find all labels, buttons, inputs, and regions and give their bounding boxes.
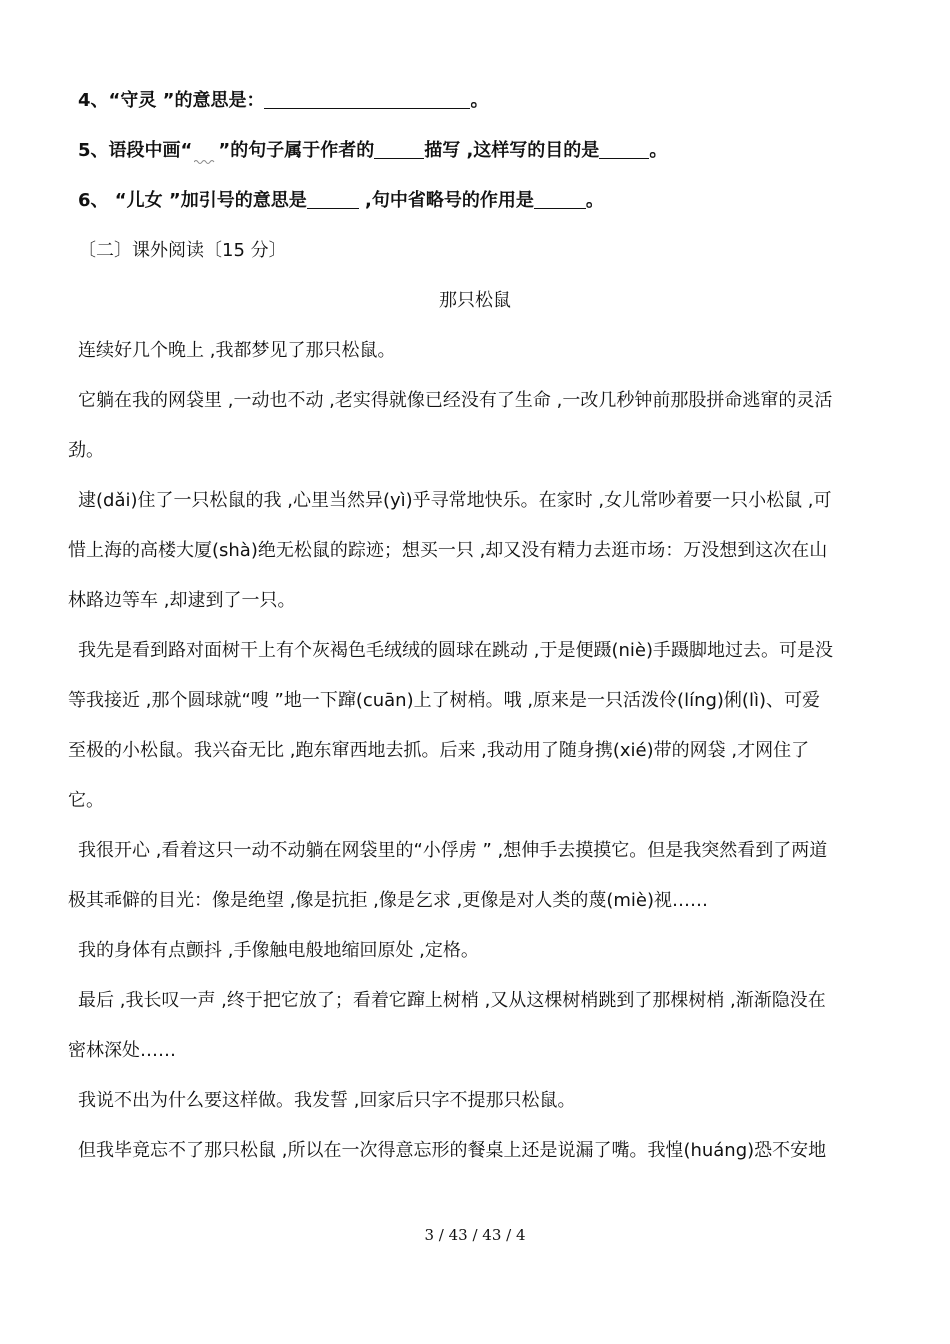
article-line: 最后 ,我长叹一声 ,终于把它放了；看着它蹿上树梢 ,又从这棵树梢跳到了那棵树梢 ,渐渐隐没在 [78,990,826,1011]
answer-blank[interactable] [599,138,649,159]
article-line: 我说不出为什么要这样做。我发誓 ,回家后只字不提那只松鼠。 [78,1090,576,1111]
question-4 [78,88,950,114]
question-5-end: 。 [649,140,668,161]
article-line: 我的身体有点颤抖 ,手像触电般地缩回原处 ,定格。 [78,940,479,961]
article-line: 林路边等车 ,却逮到了一只。 [68,590,296,611]
article-line: 我很开心 ,看着这只一动不动躺在网袋里的“小俘虏 ” ,想伸手去摸摸它。但是我突然看到了两道 [78,840,828,861]
article-line: 但我毕竟忘不了那只松鼠 ,所以在一次得意忘形的餐桌上还是说漏了嘴。我惶(huáng)恐不安地 [78,1140,827,1161]
page-number: 3 / 43 / 43 / 4 [424,1226,526,1244]
article-line: 至极的小松鼠。我兴奋无比 ,跑东窜西地去抓。后来 ,我动用了随身携(xié)带的网袋 ,才网住了 [68,740,810,761]
question-4-end: 。 [470,90,489,111]
answer-blank[interactable] [264,88,470,109]
question-4-text: 4、“守灵 ”的意思是： [78,90,265,111]
article-line: 密林深处…… [68,1040,176,1061]
article-title: 那只松鼠 [439,290,511,311]
question-5-part2: ”的句子属于作者的 [218,140,375,161]
answer-blank[interactable] [307,188,359,209]
article-line: 它。 [68,790,104,811]
article-line: 它躺在我的网袋里 ,一动也不动 ,老实得就像已经没有了生命 ,一改几秒钟前那股拼命逃窜的灵活 [78,390,833,411]
question-6 [78,188,950,214]
article-line: 逮(dǎi)住了一只松鼠的我 ,心里当然异(yì)乎寻常地快乐。在家时 ,女儿常吵着要一只小松鼠 ,可 [78,490,832,511]
question-5-part1: 5、语段中画“ [78,140,193,161]
article-line: 连续好几个晚上 ,我都梦见了那只松鼠。 [78,340,396,361]
wavy-underline-mark [192,139,218,159]
question-5-part3: 描写 ,这样写的目的是 [424,140,600,161]
article-line: 劲。 [68,440,104,461]
question-6-part2: ,句中省略号的作用是 [358,190,534,211]
article-line: 极其乖僻的目光：像是绝望 ,像是抗拒 ,像是乞求 ,更像是对人类的蔑(miè)视…… [68,890,708,911]
question-5 [78,138,950,164]
question-6-part1: 6、 “儿女 ”加引号的意思是 [78,190,307,211]
answer-blank[interactable] [534,188,586,209]
question-6-end: 。 [585,190,604,211]
section-heading: 〔二〕课外阅读〔15 分〕 [78,240,287,261]
article-line: 等我接近 ,那个圆球就“嗖 ”地一下蹿(cuān)上了树梢。哦 ,原来是一只活泼伶(líng)俐(lì)、可爱 [68,690,820,711]
article-line: 惜上海的高楼大厦(shà)绝无松鼠的踪迹；想买一只 ,却又没有精力去逛市场：万没想到这次在山 [68,540,828,561]
article-line: 我先是看到路对面树干上有个灰褐色毛绒绒的圆球在跳动 ,于是便蹑(niè)手蹑脚地过去。可是没 [78,640,833,661]
answer-blank[interactable] [374,138,424,159]
